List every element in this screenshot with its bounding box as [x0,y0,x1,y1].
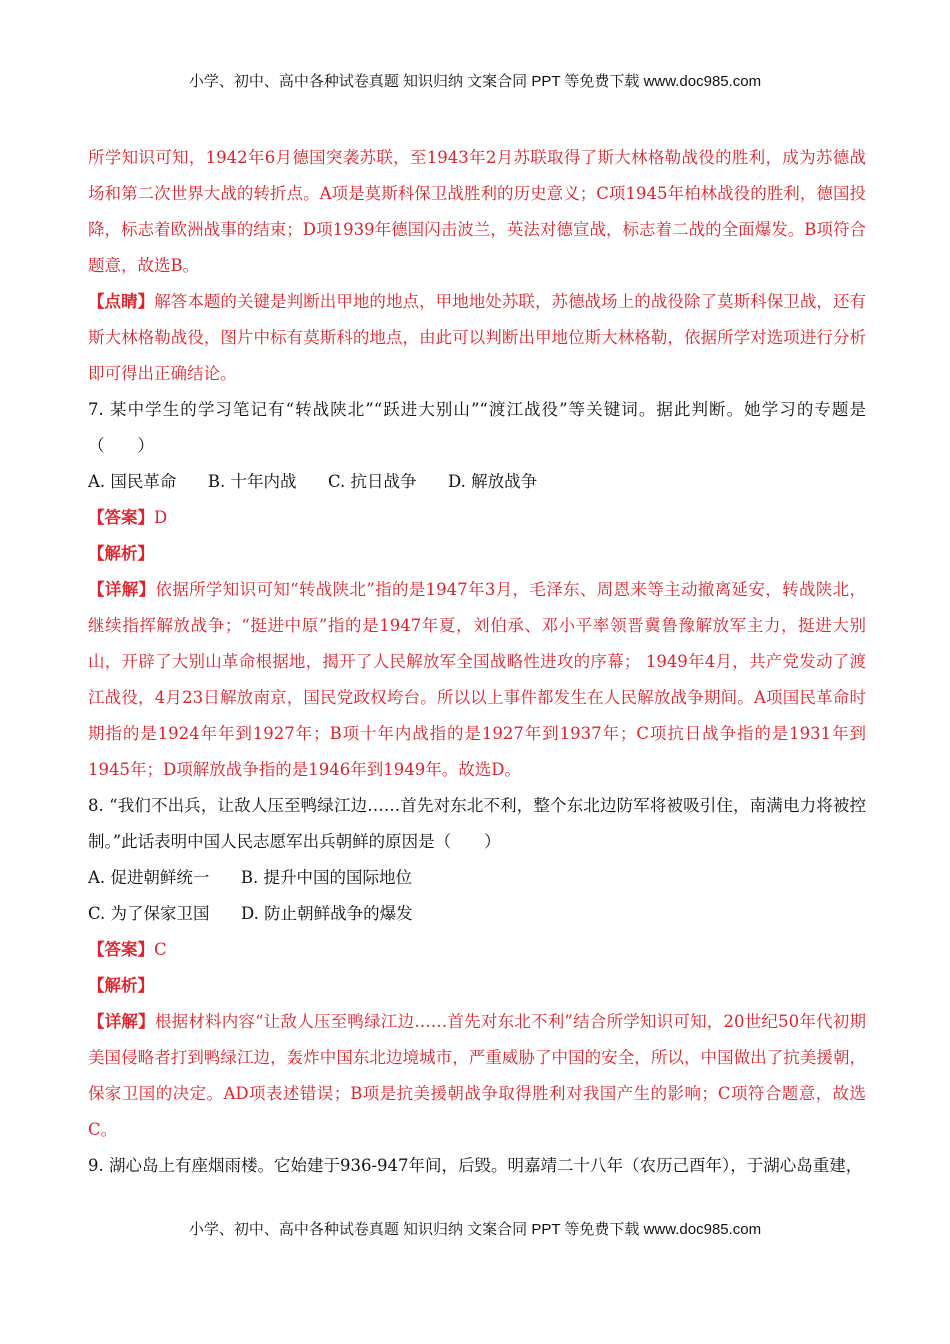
q7-option-c: C. 抗日战争 [328,472,417,491]
tip-label: 【点睛】 [88,292,155,311]
q7-option-b: B. 十年内战 [207,472,297,491]
q8-answer [88,932,866,968]
q7-stem: 7. 某中学生的学习笔记有“转战陕北”“跃进大别山”“渡江战役”等关键词。据此判断。她学习的专题是（ ） [88,400,866,455]
q8-analysis-label [88,968,866,1004]
answer-value: C [154,940,167,959]
page-content [88,140,866,1184]
page-header: 小学、初中、高中各种试卷真题 知识归纳 文案合同 PPT 等免费下载 www.doc985.com [188,73,762,90]
detail-label: 【详解】 [88,1012,155,1031]
detail-text: 根据材料内容“让敌人压至鸭绿江边……首先对东北不利”结合所学知识可知，20世纪50年代初期美国侵略者打到鸭绿江边，轰炸中国东北边境城市，严重威胁了中国的安全，所以，中国做出了抗美援朝，保家卫国的决定。AD项表述错误；B项是抗美援朝战争取得胜利对我国产生的影响；C项符合题意，故选C。 [88,1012,866,1139]
q7-option-d: D. 解放战争 [448,472,538,491]
q8-stem: 8. “我们不出兵，让敌人压至鸭绿江边……首先对东北不利，整个东北边防军将被吸引住，南满电力将被控制。”此话表明中国人民志愿军出兵朝鲜的原因是（ ） [88,796,866,851]
tip-text: 解答本题的关键是判断出甲地的地点，甲地地处苏联，苏德战场上的战役除了莫斯科保卫战，还有斯大林格勒战役，图片中标有莫斯科的地点，由此可以判断出甲地位斯大林格勒，依据所学对选项进行分析即可得出正确结论。 [88,292,867,383]
q8-option-b: B. 提升中国的国际地位 [240,868,413,887]
q8-options-row2 [88,896,866,932]
detail-label: 【详解】 [88,580,156,599]
q6-analysis-text: 所学知识可知，1942年6月德国突袭苏联，至1943年2月苏联取得了斯大林格勒战役的胜利，成为苏德战场和第二次世界大战的转折点。A项是莫斯科保卫战胜利的历史意义；C项1945年柏林战役的胜利，德国投降，标志着欧洲战事的结束；D项1939年德国闪击波兰，英法对德宣战，标志着二战的全面爆发。B项符合题意，故选B。 [88,148,866,275]
q8-options-row1 [88,860,866,896]
detail-text: 依据所学知识可知“转战陕北”指的是1947年3月，毛泽东、周恩来等主动撤离延安，转战陕北，继续指挥解放战争；“挺进中原”指的是1947年夏，刘伯承、邓小平率领晋冀鲁豫解放军主力，挺进大别山，开辟了大别山革命根据地，揭开了人民解放军全国战略性进攻的序幕； 1949年4月，共产党发动了渡江战役，4月23日解放南京，国民党政权垮台。所以以上事件都发生在人民解放战争期间。A项国民革命时期指的是1924年年到1927年；B项十年内战指的是1927年到1937年；C项抗日战争指的是1931年到1945年；D项解放战争指的是1946年到1949年。故选D。 [88,580,866,779]
analysis-label: 【解析】 [88,544,154,563]
q8-option-c: C. 为了保家卫国 [88,904,210,923]
q6-tip [88,284,866,392]
q8-detail [88,1004,866,1148]
answer-label: 【答案】 [88,940,154,959]
page-footer: 小学、初中、高中各种试卷真题 知识归纳 文案合同 PPT 等免费下载 www.doc985.com [188,1221,762,1238]
analysis-label: 【解析】 [88,976,154,995]
q7-detail [88,572,866,788]
q7-analysis-label [88,536,866,572]
answer-label: 【答案】 [88,508,154,527]
q9-stem: 9. 湖心岛上有座烟雨楼。它始建于936-947年间，后毁。明嘉靖二十八年（农历己酉年），于湖心岛重建， [88,1156,863,1175]
q7-options [88,464,866,500]
q8-option-d: D. 防止朝鲜战争的爆发 [241,904,413,923]
q7-answer [88,500,866,536]
q7-option-a: A. 国民革命 [88,472,177,491]
q8-option-a: A. 促进朝鲜统一 [88,868,210,887]
answer-value: D [154,508,168,527]
